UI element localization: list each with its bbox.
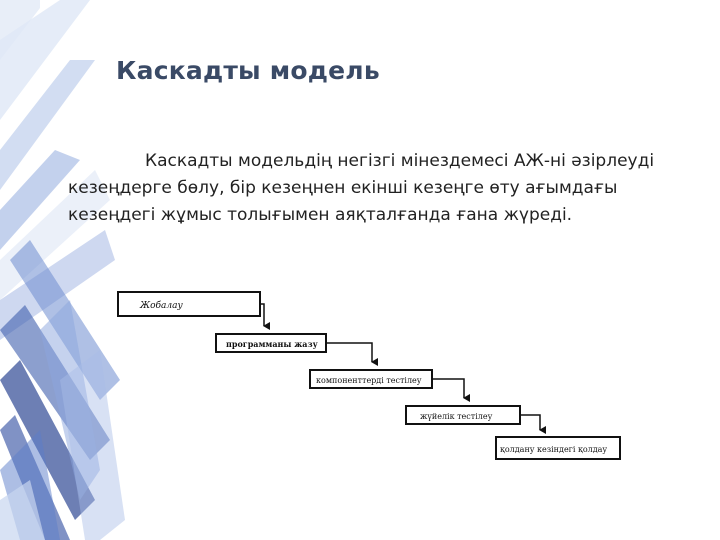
arrow-coding-to-component-testing bbox=[326, 343, 372, 362]
paragraph-text: Каскадты модельдің негізгі мінездемесі АЖ-ні әзірлеуді кезеңдерге бөлу, бір кезеңнен екінші кезеңге өту ағымдағы кезеңдегі жұмыс толығымен аяқталғанда ғана жүреді. bbox=[68, 151, 655, 225]
stage-box-maintenance bbox=[496, 437, 620, 459]
arrow-system-testing-to-maintenance bbox=[520, 415, 540, 430]
stage-box-coding bbox=[216, 334, 326, 352]
stage-box-component-testing bbox=[310, 370, 432, 388]
stage-label-component-testing: компоненттерді тестілеу bbox=[316, 376, 422, 385]
stage-box-system-testing bbox=[406, 406, 520, 424]
stage-box-design bbox=[118, 292, 260, 316]
stage-label-design: Жобалау bbox=[140, 301, 183, 311]
stage-label-system-testing: жүйелік тестілеу bbox=[420, 412, 493, 421]
slide-title: Каскадты модель bbox=[116, 56, 380, 85]
stage-label-coding: программаны жазу bbox=[226, 339, 318, 349]
stage-label-maintenance: қолдану кезіндегі қолдау bbox=[500, 445, 608, 454]
arrow-component-to-system-testing bbox=[432, 379, 464, 398]
